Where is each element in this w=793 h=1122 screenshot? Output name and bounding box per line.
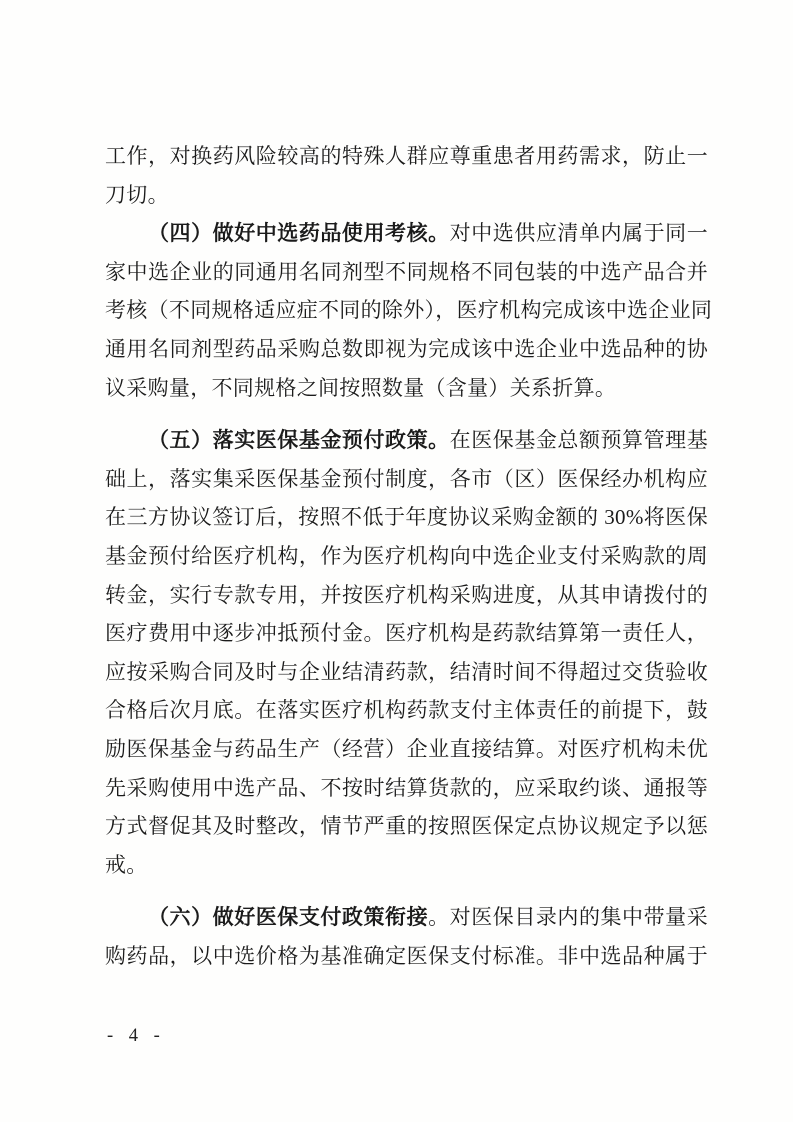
text-line [105, 769, 708, 808]
section-heading-text: （四）做好中选药品使用考核。 [148, 221, 450, 246]
body-text: 对中选供应清单内属于同一 [449, 221, 708, 246]
paragraph-continuation [105, 137, 708, 214]
text-line [105, 898, 708, 937]
text-line [105, 937, 708, 976]
body-text: 购药品，以中选价格为基准确定医保支付标准。非中选品种属于 [105, 943, 708, 968]
text-line [105, 807, 708, 846]
body-text: 医疗费用中逐步冲抵预付金。医疗机构是药款结算第一责任人， [105, 621, 708, 646]
text-line [105, 691, 708, 730]
section-heading-text: （五）落实医保基金预付政策。 [148, 428, 450, 453]
text-line [105, 576, 708, 615]
body-text: 考核（不同规格适应症不同的除外），医疗机构完成该中选企业同 [105, 298, 713, 323]
text-line [105, 460, 708, 499]
page-number: - 4 - [107, 1026, 163, 1046]
body-text: 应按采购合同及时与企业结清药款，结清时间不得超过交货验收 [105, 659, 708, 684]
body-text: 励医保基金与药品生产（经营）企业直接结算。对医疗机构未优 [105, 736, 708, 761]
body-text: 在医保基金总额预算管理基 [449, 428, 708, 453]
text-line [105, 214, 708, 253]
text-line [105, 846, 708, 885]
text-line [105, 291, 713, 330]
text-line [105, 176, 708, 215]
body-text: 戒。 [105, 852, 148, 877]
body-text: 基金预付给医疗机构，作为医疗机构向中选企业支付采购款的周 [105, 543, 708, 568]
text-line [105, 253, 708, 292]
document-body [105, 137, 713, 975]
text-line [105, 137, 708, 176]
body-text: 础上，落实集采医保基金预付制度，各市（区）医保经办机构应 [105, 466, 708, 491]
paragraph-section-6 [105, 898, 708, 975]
body-text: 刀切。 [105, 182, 169, 207]
body-text: 。对医保目录内的集中带量采 [428, 905, 708, 930]
body-text: 议采购量，不同规格之间按照数量（含量）关系折算。 [105, 375, 617, 400]
text-line [105, 730, 708, 769]
text-line [105, 653, 708, 692]
text-line [105, 614, 708, 653]
paragraph-section-5 [105, 421, 708, 884]
body-text: 转金，实行专款专用，并按医疗机构采购进度，从其申请拨付的 [105, 582, 708, 607]
body-text: 合格后次月底。在落实医疗机构药款支付主体责任的前提下，鼓 [105, 698, 708, 723]
body-text: 通用名同剂型药品采购总数即视为完成该中选企业中选品种的协 [105, 336, 708, 361]
paragraph-section-4 [105, 214, 713, 407]
text-line [105, 498, 708, 537]
body-text: 家中选企业的同通用名同剂型不同规格不同包装的中选产品合并 [105, 259, 708, 284]
section-heading-text: （六）做好医保支付政策衔接 [148, 905, 429, 930]
text-line [105, 421, 708, 460]
text-line [105, 330, 708, 369]
text-line [105, 537, 708, 576]
body-text: 先采购使用中选产品、不按时结算货款的，应采取约谈、通报等 [105, 775, 708, 800]
text-line [105, 369, 708, 408]
body-text: 方式督促其及时整改，情节严重的按照医保定点协议规定予以惩 [105, 814, 708, 839]
body-text: 在三方协议签订后，按照不低于年度协议采购金额的 30%将医保 [105, 505, 708, 530]
body-text: 工作，对换药风险较高的特殊人群应尊重患者用药需求，防止一 [105, 144, 708, 168]
